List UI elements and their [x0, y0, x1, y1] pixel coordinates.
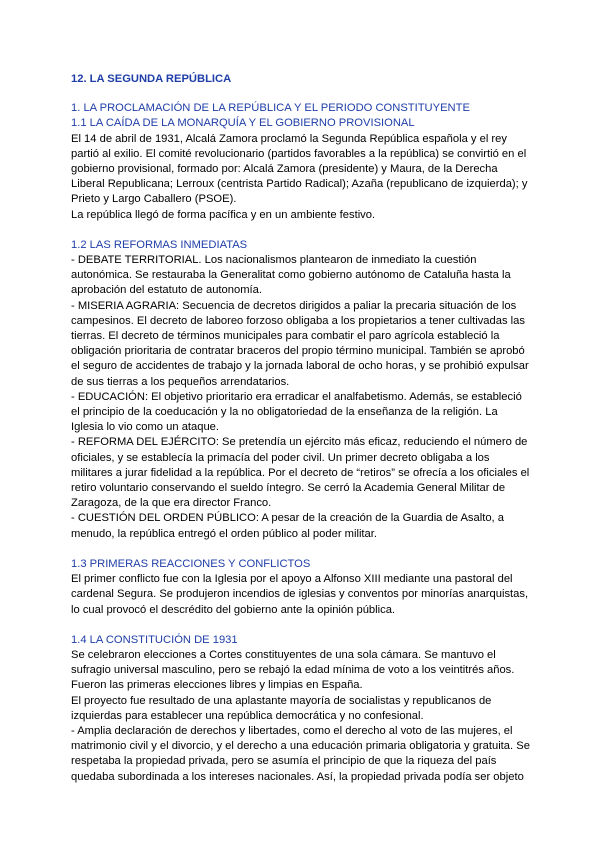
paragraph: - REFORMA DEL EJÉRCITO: Se pretendía un ejército más eficaz, reduciendo el número de oficiales, y se establecía la primacía del poder civil. Un primer decreto obligaba a los militares a jurar fidelidad a la república. Por el decreto de “retiros” se ofrecía a los oficiales el retiro voluntario conservando el sueldo íntegro. Se cerró la Academia General Militar de Zaragoza, de la que era director Franco. — [71, 436, 530, 510]
subsection-heading-reacciones: 1.3 PRIMERAS REACCIONES Y CONFLICTOS — [71, 557, 311, 570]
paragraph: - DEBATE TERRITORIAL. Los nacionalismos plantearon de inmediato la cuestión autonómica. Se restauraba la Generalitat como gobierno autónomo de Cataluña hasta la aprobación del estatuto de autonomía. — [71, 254, 511, 297]
subsection-heading-constitucion: 1.4 LA CONSTITUCIÓN DE 1931 — [71, 633, 238, 646]
paragraph: - EDUCACIÓN: El objetivo prioritario era erradicar el analfabetismo. Además, se estableció el principio de la coeducación y la no obligatoriedad de la enseñanza de la religión. La Iglesia lo vio como un ataque. — [71, 390, 522, 434]
paragraph: El 14 de abril de 1931, Alcalá Zamora proclamó la Segunda República española y el rey partió al exilio. El comité revolucionario (partidos favorables a la república) se convirtió en el gobierno provisional, formado por: Alcalá Zamora (presidente) y Maura, de la Derecha Liberal Republicana; Lerroux (centrista Partido Radical); Azaña (republicano de izquierda); y Prieto y Largo Caballero (PSOE). — [71, 132, 528, 206]
subsection-heading-reformas: 1.2 LAS REFORMAS INMEDIATAS — [71, 238, 248, 251]
paragraph: - Amplia declaración de derechos y libertades, como el derecho al voto de las mujeres, el matrimonio civil y el divorcio, y el derecho a una educación primaria obligatoria y gratuita. Se respetaba la propiedad privada, pero se asumía el principio de que la riqueza del país quedaba subordinada a los intereses nacionales. Así, la propiedad privada podía ser objeto — [71, 724, 530, 783]
paragraph: - MISERIA AGRARIA: Secuencia de decretos dirigidos a paliar la precaria situación de los campesinos. El decreto de laboreo forzoso obligaba a los propietarios a tener cultivadas las tierras. El decreto de términos municipales para combatir el paro agrícola estableció la obligación prioritaria de contratar braceros del propio término municipal. También se aprobó el seguro de accidentes de trabajo y la jornada laboral de ocho horas, y se prohibió expulsar de sus tierras a los pequeños arrendatarios. — [71, 299, 529, 388]
paragraph: - CUESTIÓN DEL ORDEN PÚBLICO: A pesar de la creación de la Guardia de Asalto, a menudo, la república entregó el orden público al poder militar. — [71, 512, 504, 540]
paragraph: El proyecto fue resultado de una aplastante mayoría de socialistas y republicanos de izquierdas para establecer una república democrática y no confesional. — [71, 694, 492, 722]
paragraph: Se celebraron elecciones a Cortes constituyentes de una sola cámara. Se mantuvo el sufragio universal masculino, pero se rebajó la edad mínima de voto a los veintitrés años. Fueron las primeras elecciones libres y limpias en España. — [71, 648, 515, 692]
document-title: 12. LA SEGUNDA REPÚBLICA — [71, 73, 232, 85]
paragraph: La república llegó de forma pacífica y en un ambiente festivo. — [71, 208, 376, 221]
subsection-heading-caida-monarquia: 1.1 LA CAÍDA DE LA MONARQUÍA Y EL GOBIERNO PROVISIONAL — [71, 117, 415, 130]
document-page — [71, 72, 531, 785]
section-heading-proclamacion: 1. LA PROCLAMACIÓN DE LA REPÚBLICA Y EL PERIODO CONSTITUYENTE — [71, 102, 470, 115]
paragraph: El primer conflicto fue con la Iglesia por el apoyo a Alfonso XIII mediante una pastoral del cardenal Segura. Se produjeron incendios de iglesias y conventos por minorías anarquistas, lo cual provocó el descrédito del gobierno ante la opinión pública. — [71, 573, 529, 616]
